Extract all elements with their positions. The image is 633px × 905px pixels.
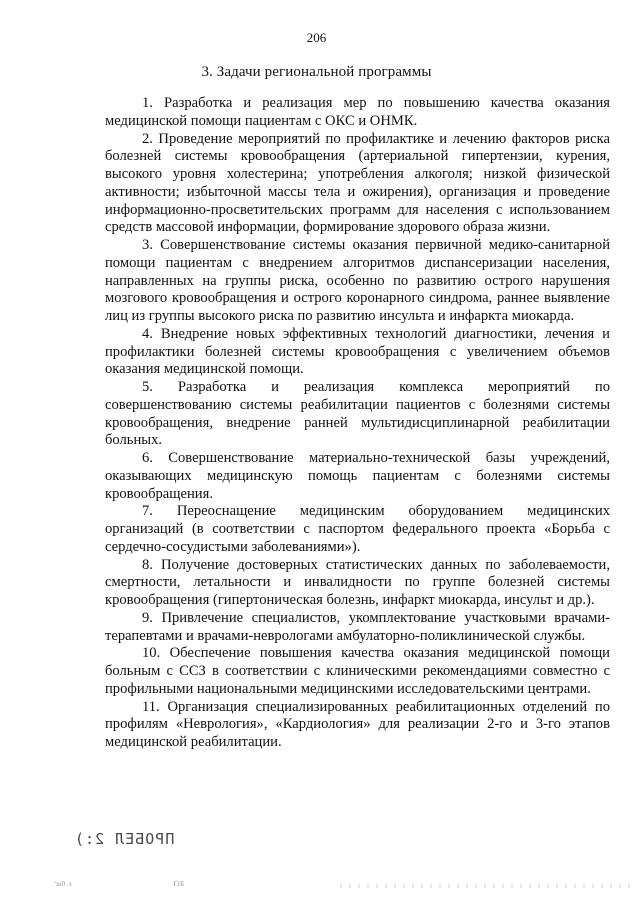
task-item-4: 4. Внедрение новых эффективных технологий диагностики, лечения и профилактики болезней системы кровообращения с увеличением объемов оказания медицинской помощи. [105, 325, 610, 378]
task-item-3: 3. Совершенствование системы оказания первичной медико-санитарной помощи пациентам с внедрением алгоритмов диспансеризации населения, направленных на группы риска, особенно по развитию острого нарушения мозгового кровообращения и острого коронарного синдрома, раннее выявление лиц из группы высокого риска по развитию инсульта и инфаркта миокарда. [105, 237, 610, 324]
task-item-2: 2. Проведение мероприятий по профилактике и лечению факторов риска болезней системы кровообращения (артериальной гипертензии, курения, высокого уровня холестерина; употребления алкоголя; низкой физической активности; избыточной массы тела и ожирения), организация и проведение информационно-просветительских программ для населения с использованием средств массовой информации, формирование здорового образа жизни. [105, 130, 610, 236]
task-item-9: 9. Привлечение специалистов, укомплектование участковыми врачами-терапевтами и врачами-неврологами амбулаторно-поликлинической службы. [105, 609, 610, 644]
task-item-10: 10. Обеспечение повышения качества оказания медицинской помощи больным с ССЗ в соответствии с клиническими рекомендациями совместно с профильными национальными медицинскими исследовательскими центрами. [105, 645, 610, 697]
task-item-7: 7. Переоснащение медицинским оборудованием медицинских организаций (в соответствии с паспортом федерального проекта «Борьба с сердечно-сосудистыми заболеваниями»). [105, 503, 610, 555]
mirrored-stamp: ПРОБЕЛ 2:) [74, 830, 175, 848]
task-item-1: 1. Разработка и реализация мер по повышению качества оказания медицинской помощи пациентам с ОКС и ОНМК. [105, 95, 610, 129]
task-item-5: 5. Разработка и реализация комплекса мероприятий по совершенствованию системы реабилитации пациентов с болезнями системы кровообращения, внедрение ранней мультидисциплинарной реабилитации больных. [105, 379, 610, 449]
task-item-8: 8. Получение достоверных статистических данных по заболеваемости, смертности, летальности и инвалидности по группе болезней системы кровообращения (гипертоническая болезнь, инфаркт миокарда, инсульт и др.). [105, 556, 610, 608]
task-item-11: 11. Организация специализированных реабилитационных отделений по профилям «Неврология», «Кардиология» для реализации 2-го и 3-го этапов медицинской реабилитации. [105, 698, 610, 750]
task-item-6: 6. Совершенствование материально-технической базы учреждений, оказывающих медицинскую помощь пациентам с болезнями системы кровообращения. [105, 450, 610, 502]
footer-mark-left: 'ш0 .э [55, 880, 72, 888]
page-number: 206 [306, 30, 327, 45]
footer-mark-right: Ґ1Б [173, 880, 185, 888]
section-title: 3. Задачи региональной программы [201, 64, 432, 80]
footer-marks [55, 880, 284, 888]
task-list [105, 95, 610, 752]
scan-artifact [340, 884, 630, 888]
